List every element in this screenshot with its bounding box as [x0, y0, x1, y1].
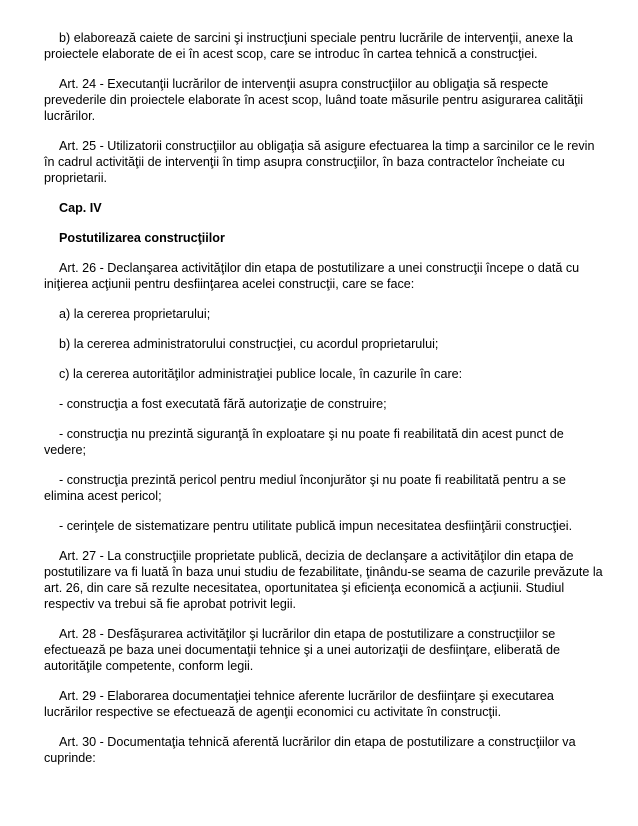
dash-item-fara-autorizatie: - construcţia a fost executată fără autorizaţie de construire; [59, 397, 387, 411]
list-item-a: a) la cererea proprietarului; [59, 307, 211, 321]
chapter-heading: Cap. IV [59, 201, 102, 215]
paragraph-art-28: Art. 28 - Desfăşurarea activităţilor şi lucrărilor din etapa de postutilizare a construcţiilor se efectuează pe baza unei documentaţii tehnice şi a unei autorizaţii de desfiinţare, eliberată de autorităţile competente, conform legii. [44, 627, 560, 673]
paragraph-art-30: Art. 30 - Documentaţia tehnică aferentă lucrărilor din etapa de postutilizare a construcţiilor va cuprinde: [44, 735, 576, 765]
dash-item-pericol-mediu: - construcţia prezintă pericol pentru mediul înconjurător şi nu poate fi reabilitată pentru a se elimina acest pericol; [44, 473, 566, 503]
paragraph-b-caiete-de-sarcini: b) elaborează caiete de sarcini şi instrucţiuni speciale pentru lucrările de intervenţii, anexe la proiectele elaborate de ei în acest scop, care se introduc în cartea tehnică a construcţiei. [44, 31, 573, 61]
chapter-title: Postutilizarea construcţiilor [59, 231, 225, 245]
paragraph-art-29: Art. 29 - Elaborarea documentaţiei tehnice aferente lucrărilor de desfiinţare şi executarea lucrărilor respective se efectuează de agenţii economici cu activitate în construcţii. [44, 689, 554, 719]
document-page [44, 30, 604, 780]
list-item-c: c) la cererea autorităţilor administraţiei publice locale, în cazurile în care: [59, 367, 463, 381]
paragraph-art-27: Art. 27 - La construcţiile proprietate publică, decizia de declanşare a activităţilor din etapa de postutilizare va fi luată în baza unui studiu de fezabilitate, ţinându-se seama de cazurile prevăzute la art. 26, din care să rezulte necesitatea, oportunitatea şi eficienţa economică a acţiunii. Studiul respectiv va trebui să fie aprobat potrivit legii. [44, 549, 603, 611]
paragraph-art-25: Art. 25 - Utilizatorii construcţiilor au obligaţia să asigure efectuarea la timp a sarcinilor ce le revin în cadrul activităţii de intervenţii în timp asupra construcţiilor, în baza contractelor încheiate cu proprietarii. [44, 139, 595, 185]
paragraph-art-26: Art. 26 - Declanşarea activităţilor din etapa de postutilizare a unei construcţii începe o dată cu iniţierea acţiunii pentru desfiinţarea acelei construcţii, care se face: [44, 261, 580, 291]
dash-item-sistematizare: - cerinţele de sistematizare pentru utilitate publică impun necesitatea desfiinţării construcţiei. [59, 519, 573, 533]
dash-item-siguranta: - construcţia nu prezintă siguranţă în exploatare şi nu poate fi reabilitată din acest punct de vedere; [44, 427, 564, 457]
list-item-b: b) la cererea administratorului construcţiei, cu acordul proprietarului; [59, 337, 439, 351]
paragraph-art-24: Art. 24 - Executanţii lucrărilor de intervenţii asupra construcţiilor au obligaţia să respecte prevederile din proiectele elaborate în acest scop, luând toate măsurile pentru asigurarea calităţii lucrărilor. [44, 77, 584, 123]
